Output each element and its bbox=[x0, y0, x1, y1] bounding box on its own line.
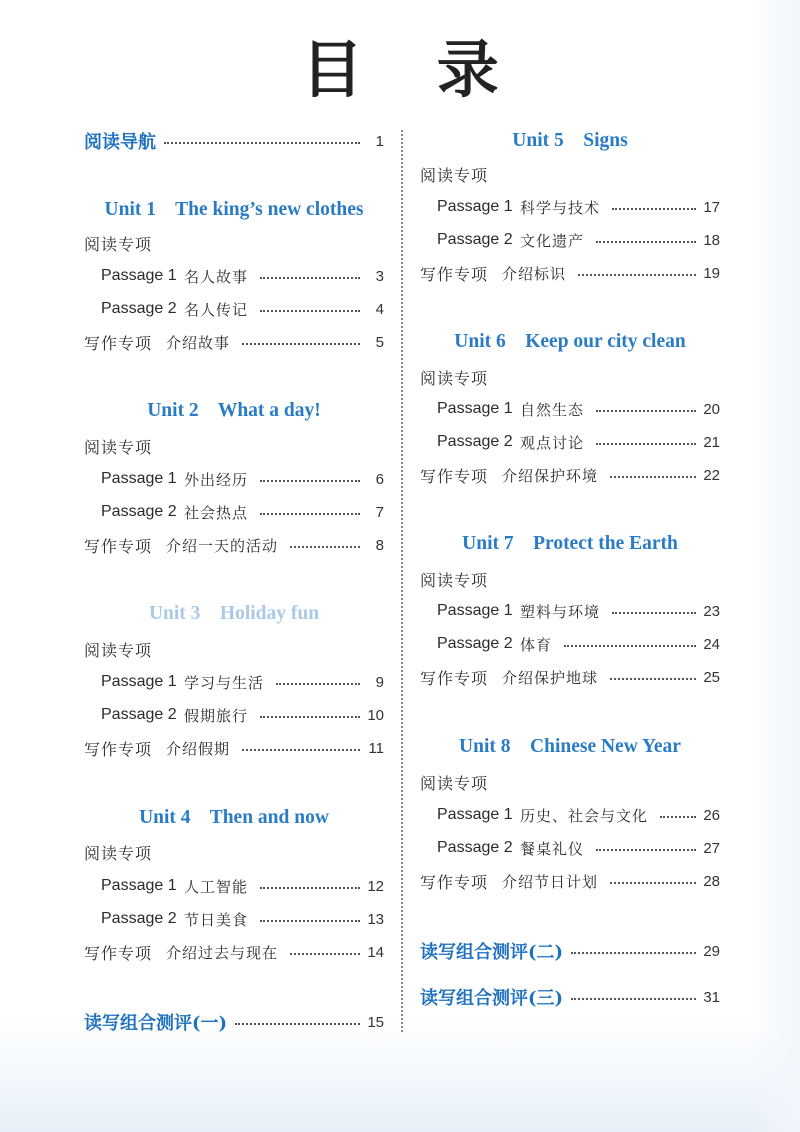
entry-label: 读写组合测评(三) bbox=[420, 988, 564, 1009]
section-label: 写作专项 bbox=[84, 536, 153, 556]
page-number: 17 bbox=[703, 198, 720, 216]
unit-heading[interactable]: Unit 6 Keep our city clean bbox=[454, 331, 686, 352]
passage-label: Passage 1 bbox=[437, 806, 513, 823]
passage-label: Passage 1 bbox=[101, 877, 177, 894]
toc-entry-test-3[interactable] bbox=[420, 982, 720, 1012]
passage-label: Passage 1 bbox=[101, 267, 177, 284]
page-number: 27 bbox=[703, 839, 720, 857]
page-number: 6 bbox=[375, 470, 384, 488]
section-label: 阅读专项 bbox=[420, 773, 489, 793]
passage-label: Passage 2 bbox=[437, 433, 513, 450]
leader-dots bbox=[260, 887, 360, 889]
section-heading-reading bbox=[420, 159, 720, 189]
leader-dots bbox=[260, 716, 360, 718]
unit-heading[interactable]: Unit 5 Signs bbox=[512, 130, 628, 151]
toc-entry-passage[interactable] bbox=[420, 192, 720, 222]
toc-entry-passage[interactable] bbox=[84, 464, 384, 494]
page-number: 12 bbox=[367, 877, 384, 895]
leader-dots bbox=[564, 645, 696, 647]
passage-topic: 塑料与环境 bbox=[520, 602, 601, 621]
toc-entry-passage[interactable] bbox=[420, 427, 720, 457]
passage-topic: 人工智能 bbox=[184, 877, 249, 896]
leader-dots bbox=[290, 546, 360, 548]
leader-dots bbox=[164, 142, 360, 144]
passage-topic: 名人传记 bbox=[184, 300, 249, 319]
toc-entry-passage[interactable] bbox=[420, 800, 720, 830]
writing-topic: 介绍故事 bbox=[166, 333, 231, 352]
toc-entry-passage[interactable] bbox=[420, 833, 720, 863]
page-number: 3 bbox=[375, 267, 384, 285]
leader-dots bbox=[610, 882, 696, 884]
passage-label: Passage 1 bbox=[437, 400, 513, 417]
toc-entry-writing[interactable] bbox=[420, 866, 720, 896]
writing-topic: 介绍假期 bbox=[166, 739, 231, 758]
passage-label: Passage 1 bbox=[437, 198, 513, 215]
passage-topic: 历史、社会与文化 bbox=[520, 806, 649, 825]
section-heading-reading bbox=[420, 767, 720, 797]
section-heading-reading bbox=[420, 362, 720, 392]
leader-dots bbox=[571, 952, 696, 954]
passage-topic: 体育 bbox=[520, 635, 553, 654]
section-label: 阅读专项 bbox=[420, 570, 489, 590]
leader-dots bbox=[596, 241, 696, 243]
page-number: 13 bbox=[367, 910, 384, 928]
page-edge-shadow bbox=[750, 0, 800, 1132]
leader-dots bbox=[235, 1023, 360, 1025]
toc-entry-test-1[interactable] bbox=[84, 1007, 384, 1037]
unit-heading[interactable]: Unit 4 Then and now bbox=[139, 807, 329, 828]
unit-heading[interactable]: Unit 3 Holiday fun bbox=[148, 603, 320, 624]
page-number: 31 bbox=[703, 988, 720, 1006]
leader-dots bbox=[610, 476, 696, 478]
page-number: 10 bbox=[367, 706, 384, 724]
passage-topic: 社会热点 bbox=[184, 503, 249, 522]
section-heading-reading bbox=[84, 228, 384, 258]
section-label: 写作专项 bbox=[420, 264, 489, 284]
section-heading-reading bbox=[84, 431, 384, 461]
section-label: 阅读专项 bbox=[84, 234, 153, 254]
page-number: 11 bbox=[368, 739, 384, 757]
page-number: 21 bbox=[703, 433, 720, 451]
leader-dots bbox=[596, 443, 696, 445]
page-number: 25 bbox=[703, 668, 720, 686]
passage-topic: 科学与技术 bbox=[520, 198, 601, 217]
passage-topic: 假期旅行 bbox=[184, 706, 249, 725]
unit-heading[interactable]: Unit 8 Chinese New Year bbox=[459, 736, 681, 757]
toc-entry-passage[interactable] bbox=[84, 700, 384, 730]
section-heading-reading bbox=[84, 634, 384, 664]
passage-topic: 自然生态 bbox=[520, 400, 585, 419]
section-label: 写作专项 bbox=[420, 466, 489, 486]
toc-entry-passage[interactable] bbox=[84, 904, 384, 934]
page-number: 23 bbox=[703, 602, 720, 620]
leader-dots bbox=[260, 920, 360, 922]
passage-label: Passage 2 bbox=[437, 635, 513, 652]
leader-dots bbox=[242, 343, 360, 345]
page-number: 19 bbox=[703, 264, 720, 282]
entry-label: 阅读导航 bbox=[84, 132, 156, 153]
toc-entry-passage[interactable] bbox=[84, 667, 384, 697]
leader-dots bbox=[242, 749, 360, 751]
leader-dots bbox=[260, 277, 360, 279]
leader-dots bbox=[276, 683, 360, 685]
leader-dots bbox=[578, 274, 696, 276]
toc-entry-passage[interactable] bbox=[420, 629, 720, 659]
section-heading-reading bbox=[420, 564, 720, 594]
page-number: 18 bbox=[703, 231, 720, 249]
passage-topic: 名人故事 bbox=[184, 267, 249, 286]
toc-entry-writing[interactable] bbox=[420, 662, 720, 692]
unit-heading[interactable]: Unit 7 Protect the Earth bbox=[462, 533, 678, 554]
passage-topic: 节日美食 bbox=[184, 910, 249, 929]
leader-dots bbox=[612, 612, 696, 614]
passage-topic: 外出经历 bbox=[184, 470, 249, 489]
passage-topic: 餐桌礼仪 bbox=[520, 839, 585, 858]
page-number: 24 bbox=[703, 635, 720, 653]
leader-dots bbox=[290, 953, 360, 955]
page-number: 1 bbox=[375, 132, 384, 150]
section-label: 阅读专项 bbox=[84, 640, 153, 660]
leader-dots bbox=[260, 513, 360, 515]
toc-entry-writing[interactable] bbox=[420, 460, 720, 490]
section-label: 阅读专项 bbox=[84, 843, 153, 863]
toc-entry-reading-guide[interactable] bbox=[84, 126, 384, 156]
toc-entry-passage[interactable] bbox=[420, 225, 720, 255]
page-title: 目 录 bbox=[301, 33, 525, 106]
page-number: 9 bbox=[375, 673, 384, 691]
writing-topic: 介绍保护地球 bbox=[502, 668, 599, 687]
leader-dots bbox=[571, 998, 696, 1000]
page-number: 7 bbox=[375, 503, 384, 521]
section-label: 写作专项 bbox=[84, 333, 153, 353]
section-label: 阅读专项 bbox=[84, 437, 153, 457]
passage-label: Passage 1 bbox=[437, 602, 513, 619]
toc-entry-passage[interactable] bbox=[420, 394, 720, 424]
passage-label: Passage 2 bbox=[437, 839, 513, 856]
writing-topic: 介绍一天的活动 bbox=[166, 536, 279, 555]
leader-dots bbox=[660, 816, 696, 818]
section-label: 写作专项 bbox=[84, 739, 153, 759]
toc-entry-writing[interactable] bbox=[84, 733, 384, 763]
leader-dots bbox=[596, 410, 696, 412]
entry-label: 读写组合测评(二) bbox=[420, 942, 564, 963]
unit-heading[interactable]: Unit 2 What a day! bbox=[147, 400, 321, 421]
page-number: 22 bbox=[703, 466, 720, 484]
passage-label: Passage 2 bbox=[101, 503, 177, 520]
toc-entry-passage[interactable] bbox=[84, 497, 384, 527]
page-number: 8 bbox=[375, 536, 384, 554]
page-number: 20 bbox=[703, 400, 720, 418]
page-number: 29 bbox=[703, 942, 720, 960]
toc-entry-passage[interactable] bbox=[420, 596, 720, 626]
passage-label: Passage 1 bbox=[101, 470, 177, 487]
toc-entry-writing[interactable] bbox=[84, 327, 384, 357]
passage-topic: 学习与生活 bbox=[184, 673, 265, 692]
page-number: 4 bbox=[375, 300, 384, 318]
toc-entry-writing[interactable] bbox=[84, 937, 384, 967]
toc-entry-passage[interactable] bbox=[84, 871, 384, 901]
passage-label: Passage 2 bbox=[437, 231, 513, 248]
passage-topic: 文化遗产 bbox=[520, 231, 585, 250]
toc-entry-passage[interactable] bbox=[84, 261, 384, 291]
writing-topic: 介绍保护环境 bbox=[502, 466, 599, 485]
leader-dots bbox=[612, 208, 696, 210]
passage-label: Passage 2 bbox=[101, 300, 177, 317]
toc-entry-writing[interactable] bbox=[84, 530, 384, 560]
page-number: 14 bbox=[367, 943, 384, 961]
column-divider bbox=[401, 130, 403, 1032]
leader-dots bbox=[260, 480, 360, 482]
passage-label: Passage 1 bbox=[101, 673, 177, 690]
writing-topic: 介绍节日计划 bbox=[502, 872, 599, 891]
page-number: 15 bbox=[367, 1013, 384, 1031]
unit-heading[interactable]: Unit 1 The king’s new clothes bbox=[104, 199, 364, 220]
writing-topic: 介绍过去与现在 bbox=[166, 943, 279, 962]
section-heading-reading bbox=[84, 837, 384, 867]
section-label: 写作专项 bbox=[84, 943, 153, 963]
section-label: 阅读专项 bbox=[420, 368, 489, 388]
leader-dots bbox=[596, 849, 696, 851]
section-label: 写作专项 bbox=[420, 668, 489, 688]
page-number: 28 bbox=[703, 872, 720, 890]
section-label: 阅读专项 bbox=[420, 165, 489, 185]
passage-label: Passage 2 bbox=[101, 910, 177, 927]
page-number: 26 bbox=[703, 806, 720, 824]
toc-entry-passage[interactable] bbox=[84, 294, 384, 324]
leader-dots bbox=[610, 678, 696, 680]
toc-entry-test-2[interactable] bbox=[420, 936, 720, 966]
passage-label: Passage 2 bbox=[101, 706, 177, 723]
leader-dots bbox=[260, 310, 360, 312]
toc-entry-writing[interactable] bbox=[420, 258, 720, 288]
passage-topic: 观点讨论 bbox=[520, 433, 585, 452]
entry-label: 读写组合测评(一) bbox=[84, 1013, 228, 1034]
page-number: 5 bbox=[375, 333, 384, 351]
writing-topic: 介绍标识 bbox=[502, 264, 567, 283]
section-label: 写作专项 bbox=[420, 872, 489, 892]
